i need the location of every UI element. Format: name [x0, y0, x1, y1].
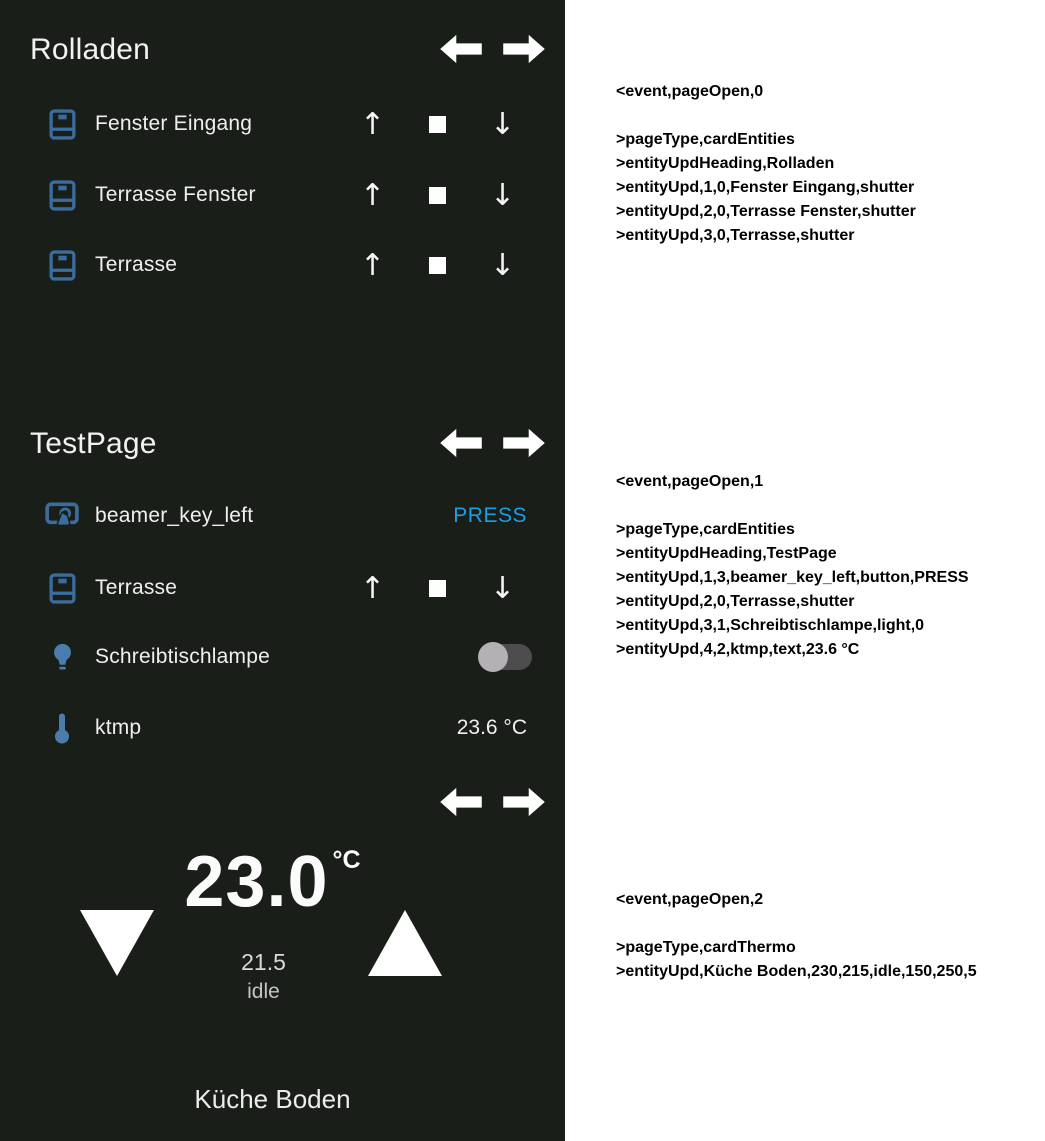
entity-label: Terrasse Fenster [95, 183, 256, 206]
stop-square-icon [429, 187, 446, 204]
stop-square-icon [429, 257, 446, 274]
log-column [565, 0, 1045, 1141]
entity-row-shutter [0, 171, 565, 219]
shutter-stop-button[interactable] [405, 564, 470, 612]
log-line: >entityUpd,2,0,Terrasse,shutter [616, 593, 855, 610]
page-nav [440, 32, 545, 66]
page-nav [440, 426, 545, 460]
thermostat-title: Küche Boden [194, 1084, 351, 1114]
shutter-up-button[interactable]: ↑ [359, 106, 386, 142]
entity-row-button [0, 492, 565, 540]
current-temperature [0, 844, 545, 920]
stop-square-icon [429, 116, 446, 133]
shutter-down-button[interactable]: ↓ [489, 177, 516, 213]
window-shutter-icon [45, 250, 79, 281]
entity-label: Fenster Eingang [95, 112, 253, 135]
entity-label: Terrasse [95, 253, 178, 276]
log-event-line: <event,pageOpen,1 [616, 473, 764, 490]
toggle-knob [478, 642, 508, 672]
window-shutter-icon [45, 109, 79, 140]
hvac-state: idle [247, 980, 280, 1003]
log-line: >entityUpdHeading,Rolladen [616, 155, 835, 172]
log-block-page0 [616, 80, 916, 248]
lightbulb-icon [45, 642, 79, 673]
window-shutter-icon [45, 180, 79, 211]
log-lines [616, 518, 969, 662]
log-line: >entityUpd,Küche Boden,230,215,idle,150,250,5 [616, 963, 977, 980]
shutter-controls [340, 171, 535, 219]
panel-rolladen [0, 0, 565, 420]
page-title: Rolladen [30, 33, 151, 66]
shutter-down-button[interactable]: ↓ [489, 570, 516, 606]
log-lines [616, 128, 916, 248]
log-line: >entityUpd,2,0,Terrasse Fenster,shutter [616, 203, 916, 220]
log-line: >entityUpdHeading,TestPage [616, 545, 837, 562]
target-temperature: 21.5 [241, 949, 286, 975]
log-block-page1 [616, 470, 969, 662]
nav-prev-button[interactable] [440, 32, 482, 66]
nav-prev-button[interactable] [440, 426, 482, 460]
log-block-page2 [616, 888, 977, 984]
log-lines [616, 936, 977, 984]
entity-row-text [0, 704, 565, 752]
entity-label: ktmp [95, 716, 142, 739]
log-line: >entityUpd,3,1,Schreibtischlampe,light,0 [616, 617, 925, 634]
panel-thermostat [0, 770, 565, 1141]
log-line: >entityUpd,1,0,Fenster Eingang,shutter [616, 179, 915, 196]
stop-square-icon [429, 580, 446, 597]
nav-prev-button[interactable] [440, 785, 482, 819]
entity-row-shutter [0, 100, 565, 148]
shutter-up-button[interactable]: ↑ [359, 177, 386, 213]
nav-next-button[interactable] [503, 32, 545, 66]
shutter-up-button[interactable]: ↑ [359, 247, 386, 283]
shutter-controls [340, 100, 535, 148]
temperature-unit: °C [332, 846, 361, 874]
sensor-value: 23.6 °C [456, 716, 527, 739]
entity-label: Schreibtischlampe [95, 645, 270, 668]
gesture-tap-button-icon [45, 500, 79, 532]
shutter-down-button[interactable]: ↓ [489, 247, 516, 283]
log-line: >pageType,cardEntities [616, 131, 795, 148]
entity-row-shutter [0, 564, 565, 612]
log-line: >pageType,cardThermo [616, 939, 796, 956]
current-temperature-value: 23.0 [184, 842, 329, 922]
shutter-controls [340, 241, 535, 289]
shutter-up-button[interactable]: ↑ [359, 570, 386, 606]
entity-label: Terrasse [95, 576, 178, 599]
light-toggle[interactable] [480, 644, 532, 670]
panel-testpage [0, 420, 565, 770]
shutter-down-button[interactable]: ↓ [489, 106, 516, 142]
entity-row-light [0, 633, 565, 681]
thermometer-icon [45, 712, 79, 744]
page-title: TestPage [30, 427, 157, 460]
nav-next-button[interactable] [503, 785, 545, 819]
log-line: >pageType,cardEntities [616, 521, 795, 538]
shutter-stop-button[interactable] [405, 241, 470, 289]
shutter-controls [340, 564, 535, 612]
shutter-stop-button[interactable] [405, 100, 470, 148]
window-shutter-icon [45, 573, 79, 604]
press-button[interactable]: PRESS [453, 504, 527, 527]
log-event-line: <event,pageOpen,2 [616, 891, 764, 908]
log-line: >entityUpd,1,3,beamer_key_left,button,PRESS [616, 569, 969, 586]
shutter-stop-button[interactable] [405, 171, 470, 219]
log-line: >entityUpd,4,2,ktmp,text,23.6 °C [616, 641, 860, 658]
page-nav [440, 785, 545, 819]
log-line: >entityUpd,3,0,Terrasse,shutter [616, 227, 855, 244]
log-event-line: <event,pageOpen,0 [616, 83, 764, 100]
nav-next-button[interactable] [503, 426, 545, 460]
entity-row-shutter [0, 241, 565, 289]
entity-label: beamer_key_left [95, 504, 254, 527]
